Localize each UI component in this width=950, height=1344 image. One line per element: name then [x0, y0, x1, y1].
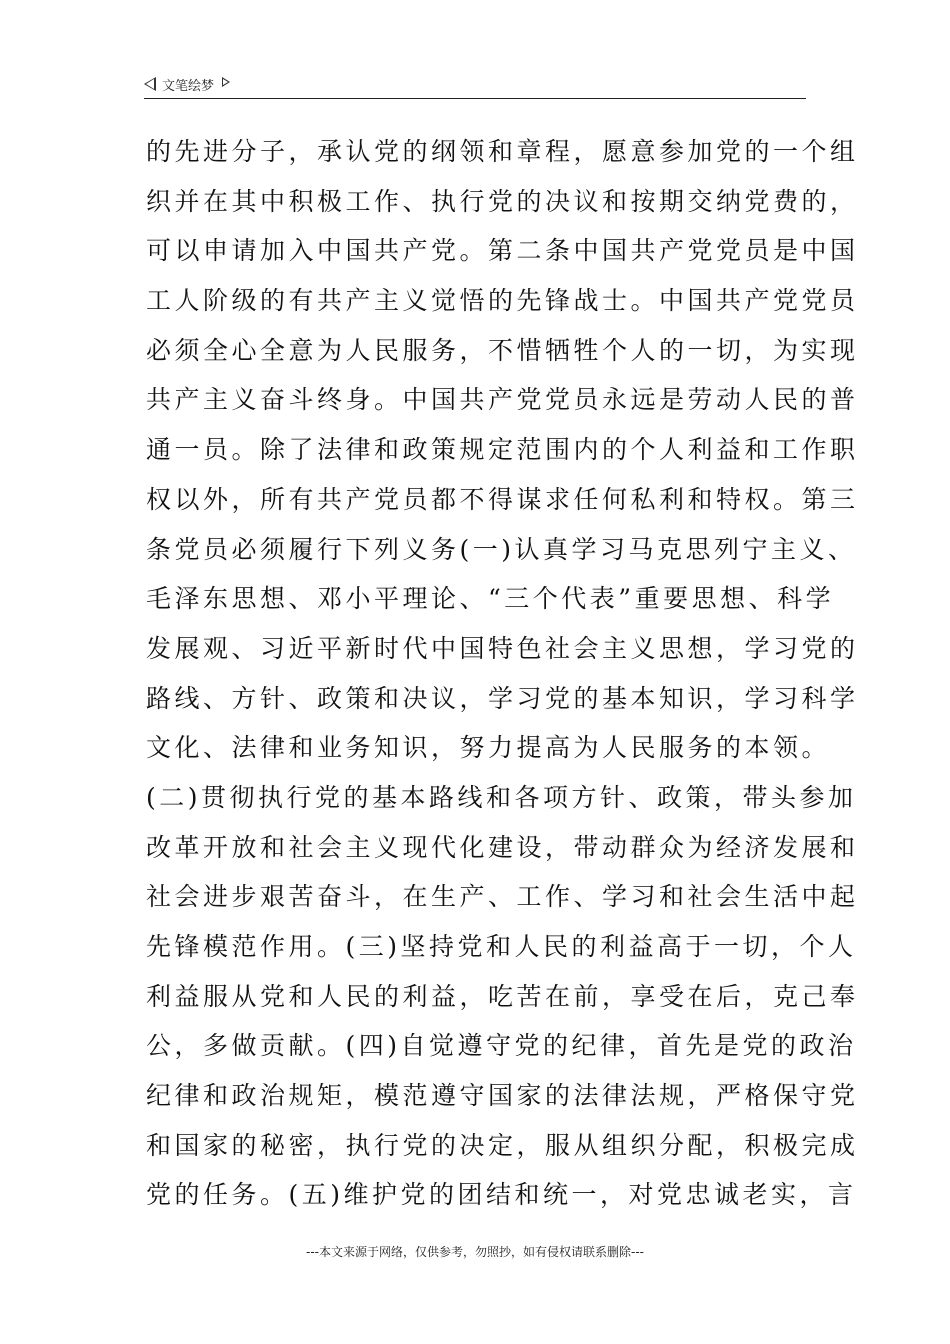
text-line: 和国家的秘密，执行党的决定，服从组织分配，积极完成	[146, 1130, 859, 1160]
text-line: 文化、法律和业务知识，努力提高为人民服务的本领。	[146, 733, 831, 763]
document-body	[146, 127, 859, 1220]
text-line: 利益服从党和人民的利益，吃苦在前，享受在后，克己奉	[146, 981, 859, 1011]
text-line: 纪律和政治规矩，模范遵守国家的法律法规，严格保守党	[146, 1081, 859, 1111]
text-line: 共产主义奋斗终身。中国共产党党员永远是劳动人民的普	[146, 385, 859, 415]
triangle-left-icon	[144, 77, 156, 91]
page-footer: ---本文来源于网络，仅供参考，勿照抄，如有侵权请联系删除---	[306, 1245, 644, 1259]
text-line: 织并在其中积极工作、执行党的决议和按期交纳党费的，	[146, 186, 859, 216]
triangle-right-icon	[222, 77, 230, 87]
text-line: (二)贯彻执行党的基本路线和各项方针、政策，带头参加	[146, 782, 857, 812]
text-line: 权以外，所有共产党员都不得谋求任何私利和特权。第三	[146, 484, 859, 514]
text-line: 改革开放和社会主义现代化建设，带动群众为经济发展和	[146, 832, 859, 862]
text-line: 通一员。除了法律和政策规定范围内的个人利益和工作职	[146, 435, 859, 465]
text-line: 必须全心全意为人民服务，不惜牺牲个人的一切，为实现	[146, 335, 859, 365]
text-line: 条党员必须履行下列义务(一)认真学习马克思列宁主义、	[146, 534, 857, 564]
text-line: 公，多做贡献。(四)自觉遵守党的纪律，首先是党的政治	[146, 1031, 857, 1061]
text-line: 路线、方针、政策和决议，学习党的基本知识，学习科学	[146, 683, 859, 713]
text-line: 可以申请加入中国共产党。第二条中国共产党党员是中国	[146, 236, 859, 266]
text-line: 社会进步艰苦奋斗，在生产、工作、学习和社会生活中起	[146, 882, 859, 912]
header-title: 文笔绘梦	[162, 78, 215, 94]
text-line: 工人阶级的有共产主义觉悟的先锋战士。中国共产党党员	[146, 286, 859, 316]
text-line: 的先进分子，承认党的纲领和章程，愿意参加党的一个组	[146, 137, 859, 166]
text-line: 毛泽东思想、邓小平理论、“三个代表”重要思想、科学	[146, 584, 835, 614]
text-line: 发展观、习近平新时代中国特色社会主义思想，学习党的	[146, 633, 859, 663]
text-line: 党的任务。(五)维护党的团结和统一，对党忠诚老实，言	[146, 1180, 857, 1210]
text-line: 先锋模范作用。(三)坚持党和人民的利益高于一切，个人	[146, 932, 857, 961]
page-header	[144, 72, 806, 99]
